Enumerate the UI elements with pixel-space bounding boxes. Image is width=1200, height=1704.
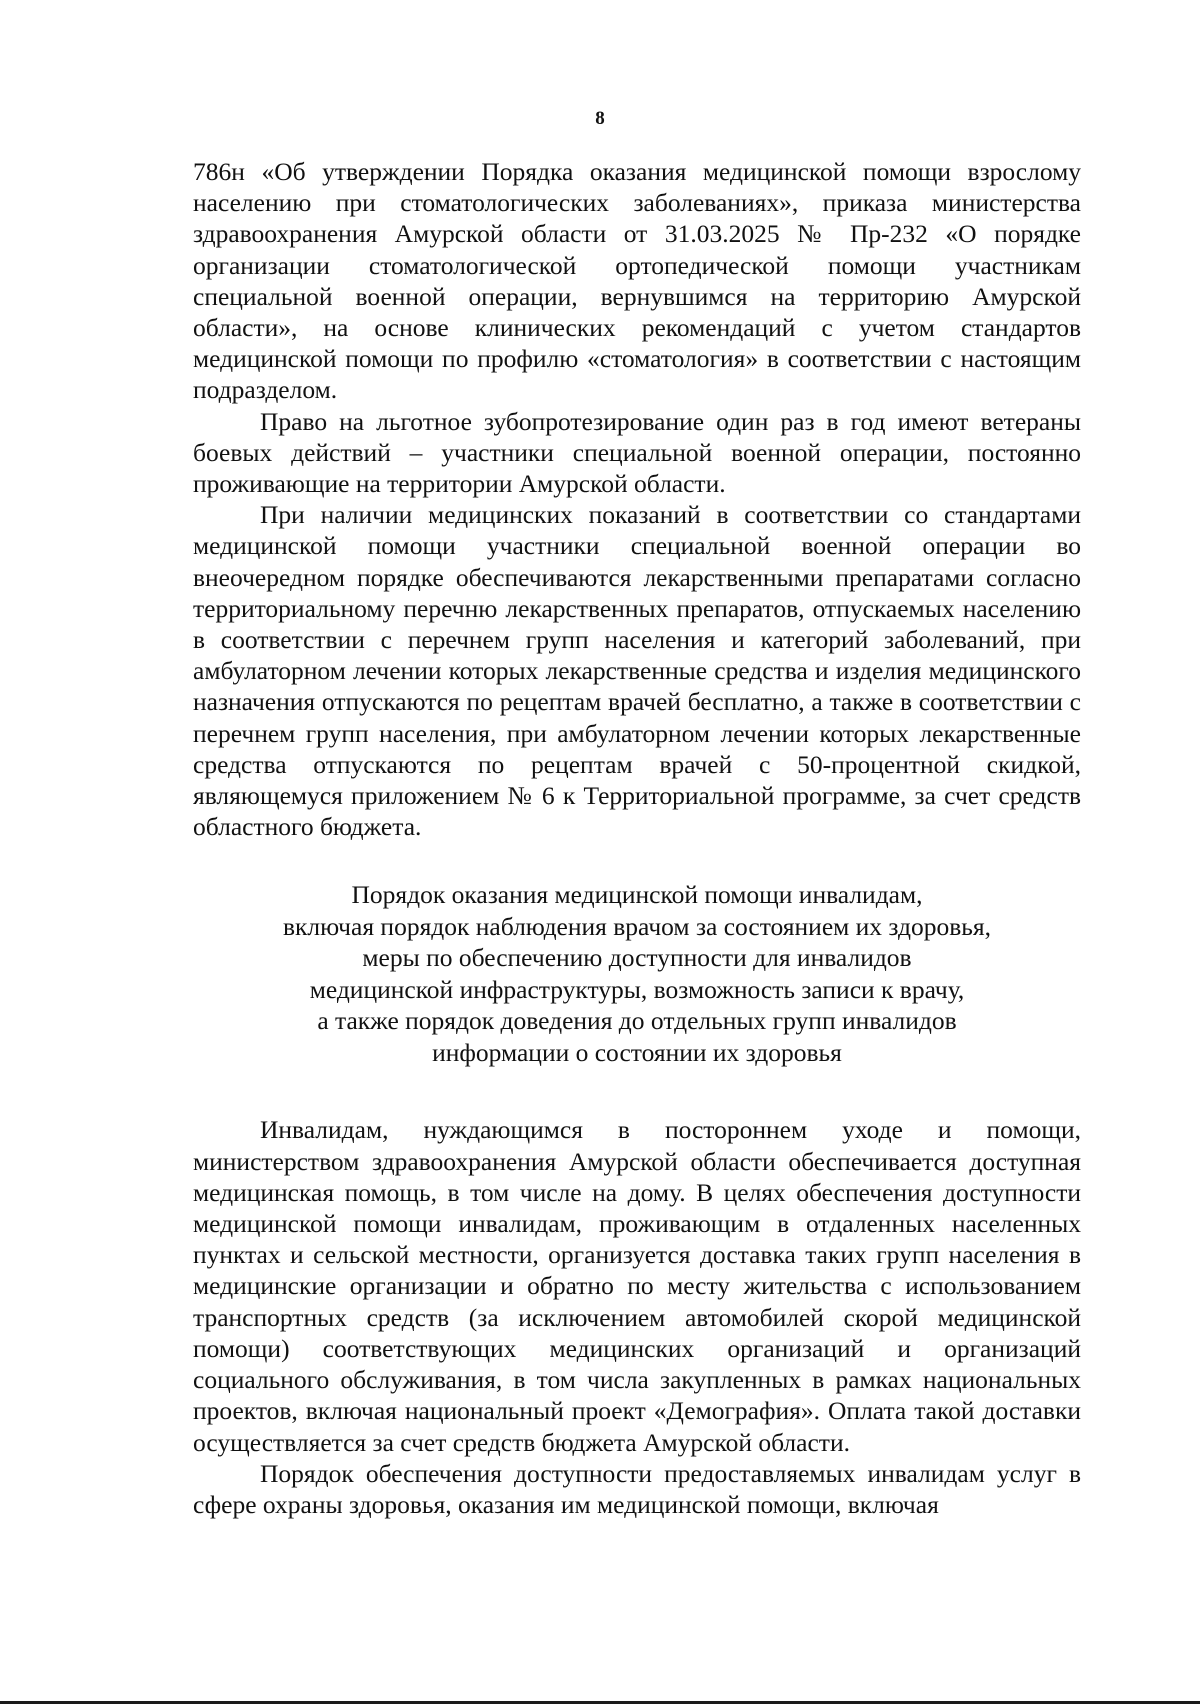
section-heading-line: информации о состоянии их здоровья: [432, 1037, 842, 1067]
section-heading-line: меры по обеспечению доступности для инвалидов: [362, 943, 912, 973]
page-number: 8: [595, 108, 605, 129]
paragraph-disabled-care: Инвалидам, нуждающимся в постороннем уходе и помощи, министерством здравоохранения Амурской области обеспечивается доступная медицинская помощь, в том числе на дому. В целях обеспечения доступности медицинской помощи инвалидам, проживающим в отдаленных населенных пунктах и сельской местности, организуется доставка таких групп населения в медицинские организации и обратно по месту жительства с использованием транспортных средств (за исключением автомобилей скорой медицинской помощи) соответствующих медицинских организаций и организаций социального обслуживания, в том числа закупленных в рамках национальных проектов, включая национальный проект «Демография». Оплата такой доставки осуществляется за счет средств бюджета Амурской области.: [193, 1115, 1081, 1457]
paragraph-accessibility: Порядок обеспечения доступности предоставляемых инвалидам услуг в сфере охраны здоровья, оказания им медицинской помощи, включая: [193, 1458, 1081, 1519]
section-heading-line: а также порядок доведения до отдельных групп инвалидов: [317, 1006, 957, 1036]
paragraph-medications: При наличии медицинских показаний в соответствии со стандартами медицинской помощи участники специальной военной операции во внеочередном порядке обеспечиваются лекарственными препаратами согласно территориальному перечню лекарственных препаратов, отпускаемых населению в соответствии с перечнем групп населения и категорий заболеваний, при амбулаторном лечении которых лекарственные средства и изделия медицинского назначения отпускаются по рецептам врачей бесплатно, а также в соответствии с перечнем групп населения, при амбулаторном лечении которых лекарственные средства отпускаются по рецептам врачей с 50-процентной скидкой, являющемуся приложением № 6 к Территориальной программе, за счет средств областного бюджета.: [193, 500, 1081, 842]
section-heading-line: включая порядок наблюдения врачом за состоянием их здоровья,: [282, 911, 992, 941]
section-heading: [193, 879, 1081, 1068]
document-body: [193, 156, 1081, 1520]
section-heading-line: Порядок оказания медицинской помощи инвалидам,: [351, 880, 923, 910]
section-heading-line: медицинской инфраструктуры, возможность записи к врачу,: [309, 974, 965, 1004]
paragraph-continuation: 786н «Об утверждении Порядка оказания медицинской помощи взрослому населению при стоматологических заболеваниях», приказа министерства здравоохранения Амурской области от 31.03.2025 № Пр-232 «О порядке организации стоматологической ортопедической помощи участникам специальной военной операции, вернувшимся на территорию Амурской области», на основе клинических рекомендаций с учетом стандартов медицинской помощи по профилю «стоматология» в соответствии с настоящим подразделом.: [193, 157, 1081, 405]
paragraph-dental-prosthetics: Право на льготное зубопротезирование один раз в год имеют ветераны боевых действий – участники специальной военной операции, постоянно проживающие на территории Амурской области.: [193, 406, 1081, 499]
